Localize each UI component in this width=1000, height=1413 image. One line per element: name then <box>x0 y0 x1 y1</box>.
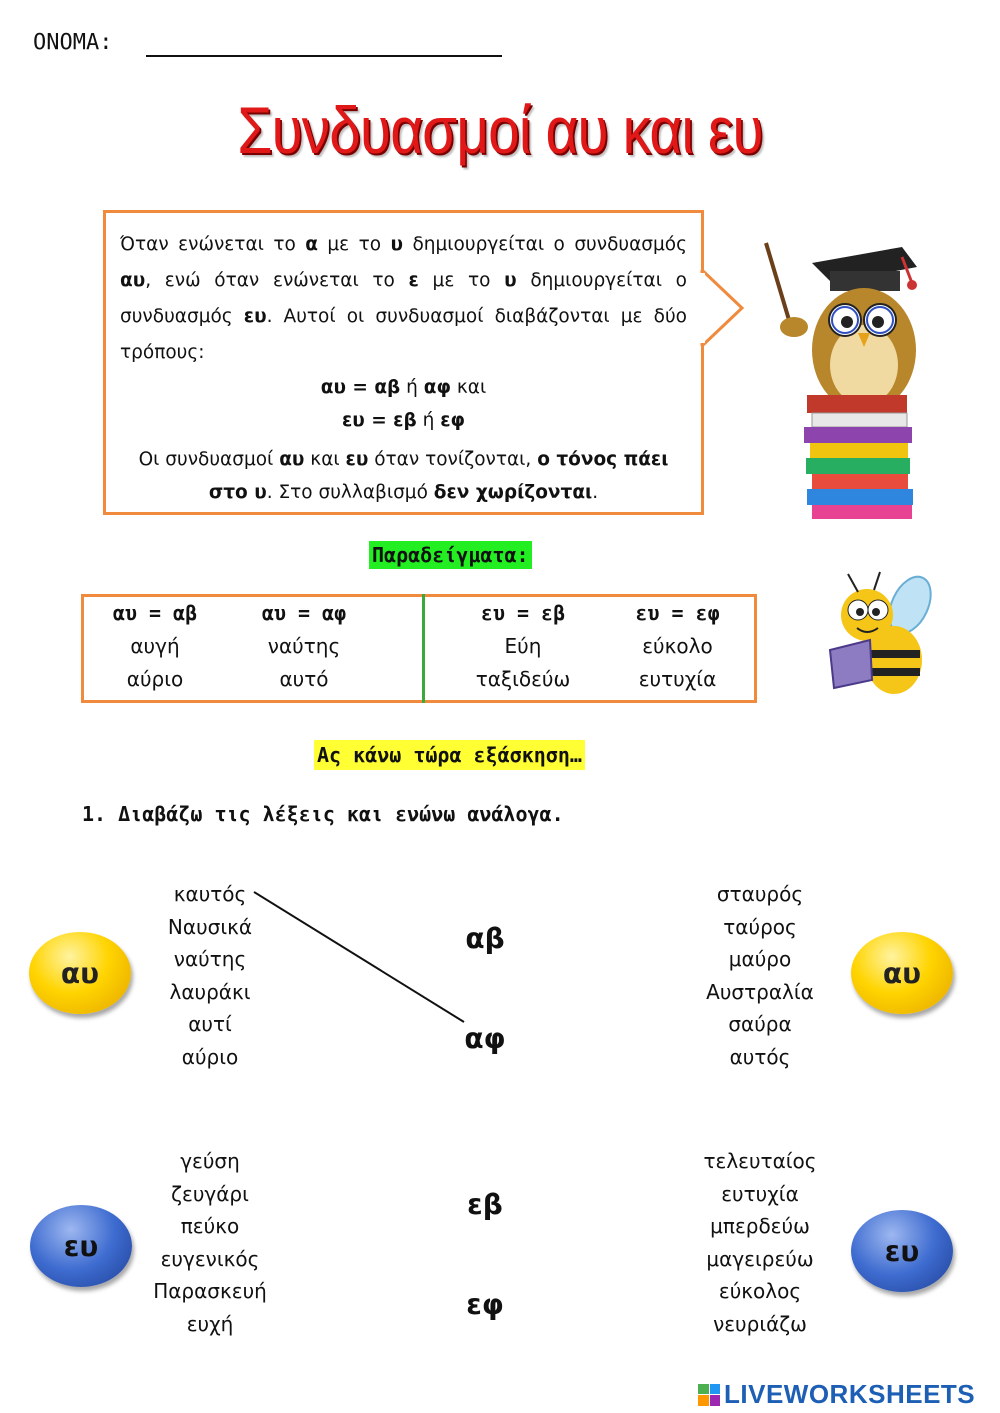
body-text: Οι συνδυασμοί <box>138 449 280 470</box>
match-word[interactable]: ταύρος <box>723 914 797 939</box>
emphasis-text: ευ <box>345 449 369 470</box>
match-word[interactable]: ζευγάρι <box>171 1181 249 1206</box>
match-word[interactable]: ευχή <box>186 1311 234 1336</box>
name-label: ΟΝΟΜΑ: <box>33 30 113 55</box>
speech-pointer <box>700 270 748 346</box>
name-input-line[interactable] <box>146 55 502 57</box>
body-text: ή <box>416 410 441 431</box>
emphasis-text: αυ <box>279 449 305 470</box>
practice-label: Ας κάνω τώρα εξάσκηση… <box>314 740 585 770</box>
match-word[interactable]: λαυράκι <box>169 979 251 1004</box>
examples-header: ευ = εφ <box>635 601 720 625</box>
emphasis-text: αφ <box>423 377 451 398</box>
example-word: ταξιδεύω <box>475 667 571 691</box>
body-text: με το <box>418 270 505 291</box>
match-word[interactable]: μαύρο <box>728 947 792 971</box>
emphasis-text: δεν χωρίζονται <box>433 482 593 503</box>
match-word[interactable]: νευριάζω <box>713 1311 807 1336</box>
body-text: δημιουργείται ο συνδυασμός <box>120 270 687 327</box>
example-word: αύριο <box>126 667 184 691</box>
example-word: αυτό <box>279 667 329 691</box>
match-word[interactable]: Παρασκευή <box>153 1279 267 1303</box>
info-box <box>103 210 704 515</box>
examples-divider <box>422 594 425 703</box>
body-text: και <box>304 449 346 470</box>
au-right-word-list <box>680 878 840 1073</box>
liveworksheets-logo[interactable] <box>698 1379 975 1410</box>
examples-header: ευ = εβ <box>480 601 566 625</box>
example-word: ευτυχία <box>638 667 717 691</box>
emphasis-text: ευ = εβ <box>342 410 417 431</box>
body-text: και <box>450 377 487 398</box>
bee-reading-illustration <box>822 570 932 700</box>
rule-eu <box>120 404 687 437</box>
examples-header: αυ = αφ <box>261 601 347 625</box>
examples-column-ev <box>458 597 588 696</box>
match-word[interactable]: γεύση <box>180 1149 240 1173</box>
emphasis-text: ο τόνος πάει στο υ <box>208 449 669 503</box>
emphasis-text: αυ <box>120 270 146 291</box>
body-text: όταν τονίζονται, <box>368 449 538 470</box>
rule-au <box>120 371 687 404</box>
target-ev[interactable]: εβ <box>467 1188 503 1221</box>
liveworksheets-icon <box>698 1384 720 1406</box>
emphasis-text: ευ <box>243 306 267 327</box>
brand-text: LIVEWORKSHEETS <box>724 1379 976 1409</box>
owl-teacher-illustration <box>752 235 927 520</box>
exercise-instruction: 1. Διαβάζω τις λέξεις και ενώνω ανάλογα. <box>82 802 564 826</box>
match-word[interactable]: τελευταίος <box>703 1149 817 1173</box>
eu-left-word-list <box>130 1145 290 1340</box>
match-word[interactable]: καυτός <box>173 882 247 906</box>
body-text: . <box>592 482 599 503</box>
match-word[interactable]: αυτί <box>188 1012 232 1036</box>
example-word: ναύτης <box>267 634 341 658</box>
target-af[interactable]: αφ <box>464 1022 506 1055</box>
examples-header: αυ = αβ <box>112 601 198 625</box>
match-word[interactable]: αύριο <box>181 1044 239 1069</box>
examples-label: Παραδείγματα: <box>369 541 532 569</box>
example-word: αυγή <box>130 634 180 658</box>
badge-eu-left[interactable]: ευ <box>30 1205 132 1287</box>
match-word[interactable]: ευγενικός <box>160 1246 260 1271</box>
match-word[interactable]: σταυρός <box>716 882 804 906</box>
emphasis-text: εφ <box>440 410 465 431</box>
body-text: ή <box>400 377 424 398</box>
match-word[interactable]: μαγειρεύω <box>706 1246 814 1271</box>
target-ef[interactable]: εφ <box>466 1288 504 1321</box>
badge-au-left[interactable]: αυ <box>29 932 131 1014</box>
page-title: Συνδυασμοί αυ και ευ <box>237 93 763 167</box>
match-word[interactable]: πεύκο <box>180 1214 240 1238</box>
match-word[interactable]: ναύτης <box>173 947 247 971</box>
example-word: Εύη <box>504 634 542 658</box>
body-text: . Αυτοί οι συνδυασμοί διαβάζονται με δύο τρόπους: <box>120 306 687 363</box>
examples-column-av <box>95 597 215 696</box>
match-word[interactable]: σαύρα <box>728 1012 792 1036</box>
info-paragraph-2 <box>120 443 687 509</box>
match-word[interactable]: εύκολος <box>718 1279 802 1303</box>
emphasis-text: υ <box>390 234 404 255</box>
body-text: με το <box>317 234 391 255</box>
body-text: , ενώ όταν ενώνεται το <box>145 270 409 291</box>
example-word: εύκολο <box>642 634 713 658</box>
examples-column-af <box>244 597 364 696</box>
badge-au-right[interactable]: αυ <box>851 932 953 1014</box>
match-word[interactable]: Αυστραλία <box>706 979 814 1004</box>
match-word[interactable]: αυτός <box>729 1044 791 1069</box>
match-word[interactable]: Ναυσικά <box>167 914 253 939</box>
emphasis-text: αυ = αβ <box>320 377 401 398</box>
emphasis-text: ε <box>408 270 419 291</box>
examples-column-ef <box>615 597 740 696</box>
match-word[interactable]: μπερδεύω <box>710 1214 810 1238</box>
match-word[interactable]: ευτυχία <box>721 1181 799 1206</box>
emphasis-text: α <box>305 234 318 255</box>
target-av[interactable]: αβ <box>465 922 505 955</box>
badge-eu-right[interactable]: ευ <box>851 1210 953 1292</box>
info-paragraph-1 <box>120 227 687 371</box>
example-connector-line <box>250 888 470 1028</box>
body-text: Όταν ενώνεται το <box>120 234 306 255</box>
eu-right-word-list <box>680 1145 840 1340</box>
emphasis-text: υ <box>504 270 517 291</box>
body-text: . Στο συλλαβισμό <box>266 482 434 503</box>
body-text: δημιουργείται ο συνδυασμός <box>403 234 687 255</box>
